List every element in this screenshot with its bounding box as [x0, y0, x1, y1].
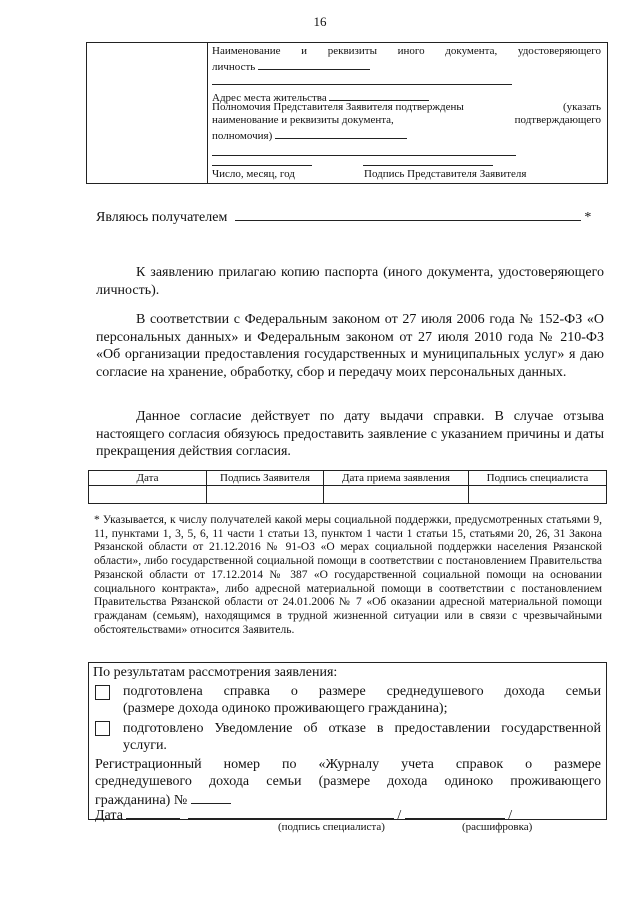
representative-table-left-cell [87, 43, 208, 183]
recipient-field[interactable] [235, 205, 581, 221]
powers-label-2: наименование и реквизиты документа, [212, 114, 394, 126]
validity-paragraph [96, 408, 604, 461]
cell-applicant-signature[interactable] [207, 486, 324, 504]
date-label: Число, месяц, год [212, 168, 295, 180]
powers-field[interactable] [275, 127, 407, 139]
attachment-paragraph [96, 264, 604, 299]
identity-label: личность [212, 61, 256, 73]
registration-label-3: гражданина) № [95, 793, 188, 808]
header-specialist-signature: Подпись специалиста [469, 471, 607, 486]
header-receipt-date: Дата приема заявления [324, 471, 469, 486]
option-certificate-label-2: (размере дохода одиноко проживающего гражданина); [123, 701, 448, 716]
result-title: По результатам рассмотрения заявления: [93, 665, 338, 680]
signature-field[interactable] [363, 165, 493, 166]
header-applicant-signature: Подпись Заявителя [207, 471, 324, 486]
representative-table-right-cell [208, 43, 607, 183]
recipient-label: Являюсь получателем [96, 210, 228, 225]
caption-decode: (расшифровка) [462, 821, 533, 833]
footnote: * Указывается, к числу получателей какой меры социальной поддержки, предусмотренных статьями 9, 11, пунктами 1, 3, 5, 6, 11 части 1 статьи 13, пунктом 1 части 1 статьи 15, статьями 20, 26, 31 Закона Рязанской области от 21.12.2016 № 91-ОЗ «О мерах социальной поддержки населения Рязанской области», либо государственной социальной помощи в соответствии с постановлением Правительства Рязанской области от 17.12.2014 № 387 «О государственной социальной помощи на основании социального контракта», либо адресной материальной помощи в соответствии с постановлением Правительства Рязанской области от 24.01.2006 № 7 «Об оказании адресной материальной помощи гражданам (семьям), находящимся в трудной жизненной ситуации или в связи с чрезвычайными обстоятельствами» относится Заявитель. [94, 514, 602, 636]
identity-field-line2[interactable] [212, 84, 512, 85]
option-certificate-checkbox[interactable] [95, 685, 110, 700]
date-field[interactable] [212, 165, 312, 166]
specialist-signature-field[interactable] [188, 805, 394, 819]
separator-slash-1: / [397, 808, 402, 823]
separator-slash-2: / [508, 808, 513, 823]
attachment-text: К заявлению прилагаю копию паспорта (иного документа, удостоверяющего личность). [96, 265, 604, 298]
address-label: Адрес места жительства [212, 92, 327, 104]
registration-number-field[interactable] [191, 790, 231, 804]
result-box [88, 662, 607, 823]
powers-label: Полномочия Представителя Заявителя подтверждены [212, 101, 464, 113]
consent-text: В соответствии с Федеральным законом от 27 июля 2006 года № 152-ФЗ «О персональных данных» и Федеральным законом от 27 июля 2010 года № 210-ФЗ «Об организации предоставления государственных и муниципальных услуг» я даю согласие на хранение, обработку, сбор и передачу моих персональных данных. [96, 312, 604, 380]
powers-hint-2: подтверждающего [514, 114, 601, 126]
validity-text: Данное согласие действует по дату выдачи справки. В случае отзыва настоящего согласия обязуюсь предоставить заявление с указанием причины и даты прекращения действия согласия. [96, 409, 604, 459]
address-field[interactable] [329, 89, 429, 101]
caption-specialist-signature: (подпись специалиста) [278, 821, 385, 833]
cell-receipt-date[interactable] [324, 486, 469, 504]
option-certificate-label: подготовлена справка о размере среднедушевого дохода семьи [123, 684, 601, 699]
representative-table [86, 42, 608, 184]
id-document-label: Наименование и реквизиты иного документа, удостоверяющего [212, 45, 601, 57]
signature-table-header [89, 471, 607, 486]
signature-table [88, 470, 607, 504]
option-refusal-label-2: услуги. [123, 738, 167, 753]
option-refusal-label: подготовлено Уведомление об отказе в предоставлении государственной [123, 721, 601, 736]
powers-hint-1: (указать [563, 101, 601, 113]
result-date-field[interactable] [126, 805, 180, 819]
identity-field[interactable] [258, 58, 370, 70]
signature-table-row [89, 486, 607, 504]
result-date-label: Дата [95, 808, 123, 823]
specialist-decode-field[interactable] [405, 805, 505, 819]
powers-field-line2[interactable] [212, 155, 516, 156]
consent-paragraph [96, 311, 604, 381]
recipient-line [96, 205, 591, 226]
cell-date[interactable] [89, 486, 207, 504]
signature-label: Подпись Представителя Заявителя [364, 168, 527, 180]
cell-specialist-signature[interactable] [469, 486, 607, 504]
recipient-asterisk: * [584, 210, 592, 225]
powers-label-3: полномочия) [212, 130, 273, 142]
registration-label-2: среднедушевого дохода семьи (размере дохода одиноко проживающего [95, 774, 601, 789]
page-number: 16 [313, 14, 327, 29]
option-refusal-checkbox[interactable] [95, 721, 110, 736]
registration-label: Регистрационный номер по «Журналу учета справок о размере [95, 757, 601, 772]
header-date: Дата [89, 471, 207, 486]
